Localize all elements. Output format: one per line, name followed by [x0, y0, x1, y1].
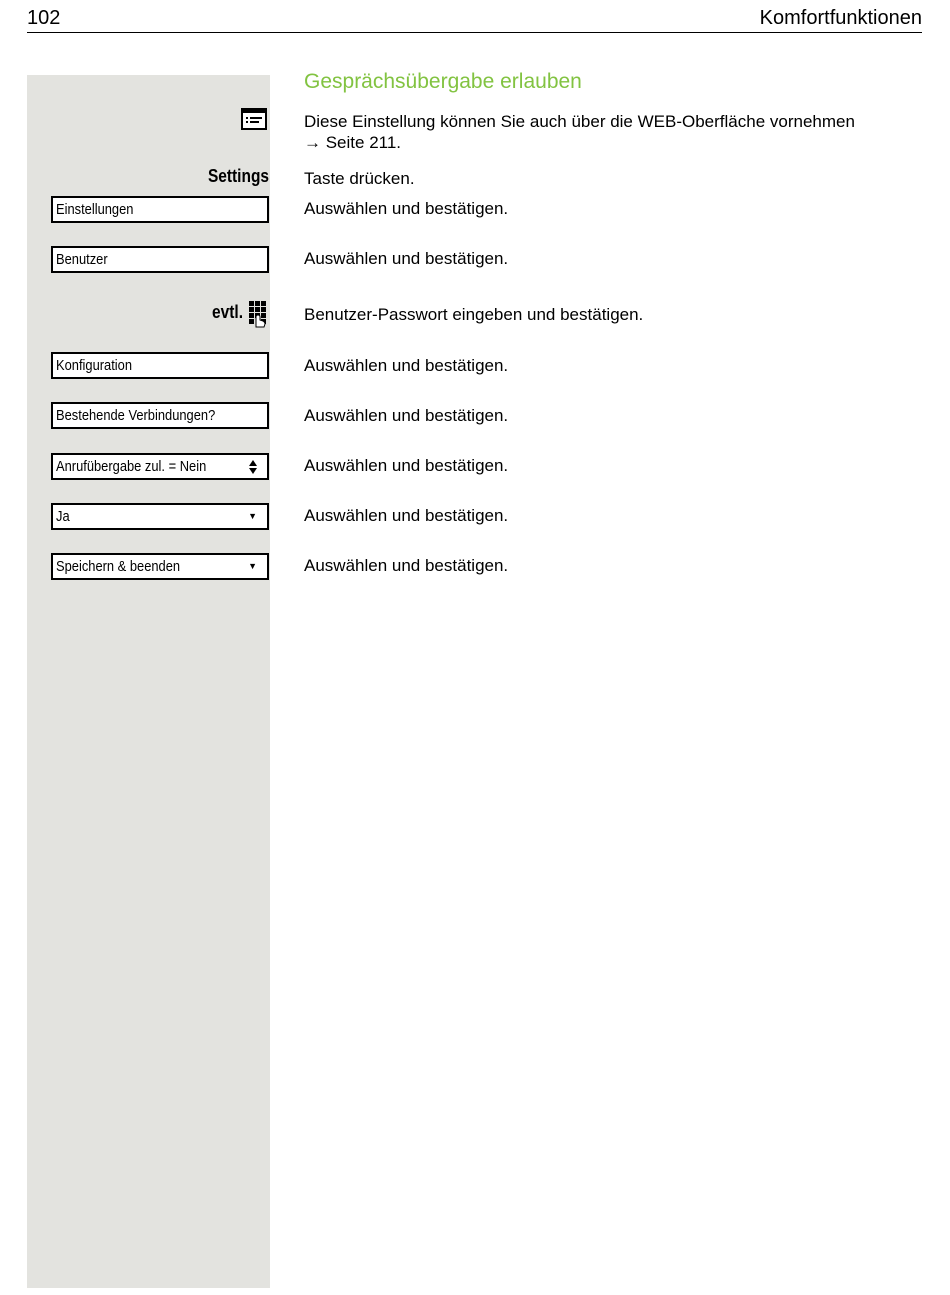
up-down-arrow-icon — [248, 459, 258, 475]
settings-key-label: Settings — [207, 166, 269, 186]
page-reference-link[interactable]: → Seite 211. — [304, 133, 402, 152]
step-text: Benutzer-Passwort eingeben und bestätigen. — [304, 305, 644, 324]
evtl-label: evtl. — [212, 302, 243, 322]
menu-item-benutzer[interactable] — [51, 246, 269, 273]
section-title: Gesprächsübergabe erlauben — [304, 70, 582, 93]
menu-item-konfiguration[interactable] — [51, 352, 269, 379]
menu-item-speichern-beenden[interactable] — [51, 553, 269, 580]
menu-item-einstellungen[interactable] — [51, 196, 269, 223]
step-text: Auswählen und bestätigen. — [304, 199, 509, 218]
menu-item-label: Ja — [56, 508, 70, 525]
menu-item-bestehende-verbindungen[interactable] — [51, 402, 269, 429]
menu-item-label: Anrufübergabe zul. = Nein — [56, 458, 207, 475]
step-text: Auswählen und bestätigen. — [304, 356, 509, 375]
down-arrow-icon: ▼ — [248, 561, 257, 571]
menu-item-label: Einstellungen — [56, 201, 134, 218]
step-text: Auswählen und bestätigen. — [304, 249, 509, 268]
menu-item-label: Benutzer — [56, 251, 108, 268]
step-text: Auswählen und bestätigen. — [304, 506, 509, 525]
menu-item-anrufuebergabe[interactable] — [51, 453, 269, 480]
page-number: 102 — [27, 7, 61, 29]
intro-text: Diese Einstellung können Sie auch über die WEB-Oberfläche vornehmen — [304, 112, 855, 131]
menu-item-label: Bestehende Verbindungen? — [56, 407, 216, 424]
step-text: Taste drücken. — [304, 169, 415, 188]
menu-item-label: Konfiguration — [56, 357, 133, 374]
settings-menu-icon — [241, 108, 267, 130]
down-arrow-icon: ▼ — [248, 511, 257, 521]
chapter-title: Komfortfunktionen — [759, 7, 922, 29]
keypad-icon — [248, 300, 268, 328]
step-text: Auswählen und bestätigen. — [304, 556, 509, 575]
menu-item-ja[interactable] — [51, 503, 269, 530]
step-text: Auswählen und bestätigen. — [304, 456, 509, 475]
menu-item-label: Speichern & beenden — [56, 558, 181, 575]
page-header — [27, 6, 922, 33]
step-text: Auswählen und bestätigen. — [304, 406, 509, 425]
